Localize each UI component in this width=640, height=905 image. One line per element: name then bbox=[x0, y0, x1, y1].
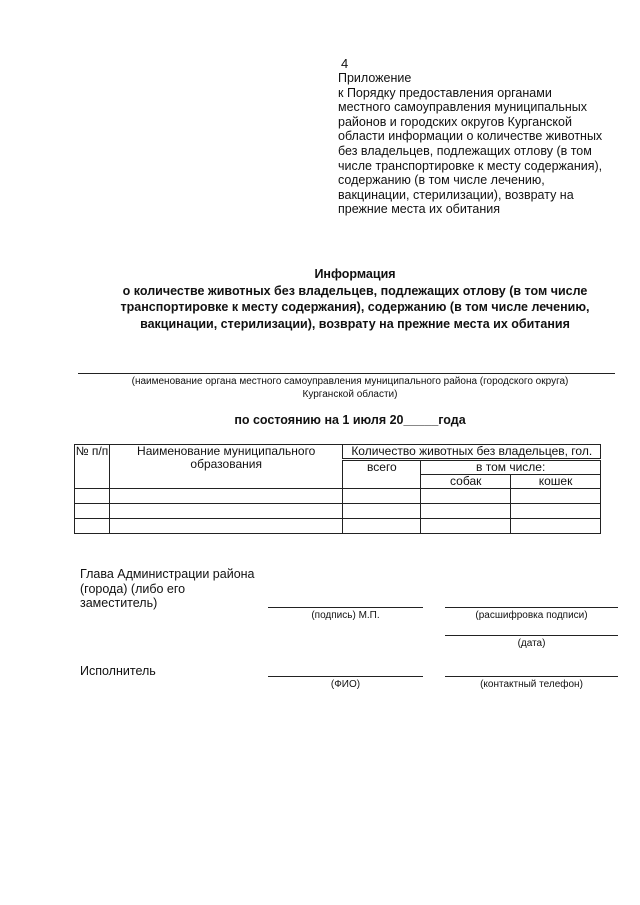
animals-table bbox=[74, 444, 601, 534]
head-line: заместитель) bbox=[80, 596, 158, 611]
table-row bbox=[75, 489, 601, 504]
table-cell[interactable] bbox=[109, 519, 343, 534]
appendix-line: содержанию (в том числе лечению, bbox=[338, 173, 545, 188]
appendix-line: прежние места их обитания bbox=[338, 202, 500, 217]
header-total: всего bbox=[343, 460, 421, 489]
title-line: о количестве животных без владельцев, подлежащих отлову (в том числе bbox=[122, 283, 588, 298]
header-num: № п/п bbox=[75, 445, 110, 489]
signature-caption: (подпись) М.П. bbox=[311, 610, 380, 621]
appendix-line: к Порядку предоставления органами bbox=[338, 85, 552, 100]
table-cell[interactable] bbox=[109, 504, 343, 519]
org-name-field[interactable] bbox=[78, 373, 615, 374]
table-cell[interactable] bbox=[343, 489, 421, 504]
table-cell[interactable] bbox=[75, 504, 110, 519]
appendix-line: Приложение bbox=[338, 71, 412, 85]
date-caption: (дата) bbox=[517, 638, 546, 649]
fio-caption: (ФИО) bbox=[330, 679, 361, 690]
fio-field[interactable] bbox=[268, 676, 423, 677]
header-including: в том числе: bbox=[421, 460, 601, 475]
table-row bbox=[75, 504, 601, 519]
head-line: (города) (либо его bbox=[80, 581, 186, 596]
title-line: вакцинации, стерилизации), возврату на прежние места их обитания bbox=[140, 316, 570, 331]
header-qty: Количество животных без владельцев, гол. bbox=[343, 445, 601, 460]
appendix-line: районов и городских округов Курганской bbox=[338, 114, 572, 129]
org-name-caption bbox=[90, 376, 610, 401]
page-number: 4 bbox=[341, 56, 349, 71]
header-dogs: собак bbox=[421, 475, 511, 489]
appendix-line: области информации о количестве животных bbox=[338, 129, 603, 144]
title-heading: Информация bbox=[314, 267, 396, 281]
table-cell[interactable] bbox=[343, 519, 421, 534]
phone-field[interactable] bbox=[445, 676, 618, 677]
head-signatory bbox=[80, 567, 255, 611]
org-caption-line: (наименование органа местного самоуправления муниципального района (городского округа) bbox=[131, 376, 569, 387]
appendix-line: местного самоуправления муниципальных bbox=[338, 100, 588, 115]
table-cell[interactable] bbox=[421, 489, 511, 504]
table-cell[interactable] bbox=[421, 504, 511, 519]
table-cell[interactable] bbox=[421, 519, 511, 534]
title-line: транспортировке к месту содержания), содержанию (в том числе лечению, bbox=[120, 300, 590, 314]
header-cats: кошек bbox=[511, 475, 601, 489]
decoding-field[interactable] bbox=[445, 607, 618, 608]
document-title bbox=[70, 266, 640, 332]
phone-caption: (контактный телефон) bbox=[480, 679, 583, 690]
appendix-line: без владельцев, подлежащих отлову (в том bbox=[338, 143, 592, 158]
org-caption-line: Курганской области) bbox=[302, 388, 398, 400]
head-line: Глава Администрации района bbox=[80, 567, 255, 581]
table-cell[interactable] bbox=[75, 519, 110, 534]
date-field[interactable] bbox=[445, 635, 618, 636]
table-cell[interactable] bbox=[511, 519, 601, 534]
signature-field[interactable] bbox=[268, 607, 423, 608]
executor-label: Исполнитель bbox=[80, 664, 156, 678]
appendix-line: числе транспортировке к месту содержания), bbox=[338, 158, 603, 173]
appendix-line: вакцинации, стерилизации), возврату на bbox=[338, 187, 574, 202]
table-cell[interactable] bbox=[511, 489, 601, 504]
header-name: Наименование муниципального образования bbox=[109, 445, 343, 489]
decoding-caption: (расшифровка подписи) bbox=[475, 610, 588, 621]
table-cell[interactable] bbox=[343, 504, 421, 519]
state-date: по состоянию на 1 июля 20_____года bbox=[234, 413, 466, 427]
table-cell[interactable] bbox=[109, 489, 343, 504]
table-cell[interactable] bbox=[75, 489, 110, 504]
table-row bbox=[75, 519, 601, 534]
table-cell[interactable] bbox=[511, 504, 601, 519]
appendix-block bbox=[338, 71, 628, 217]
